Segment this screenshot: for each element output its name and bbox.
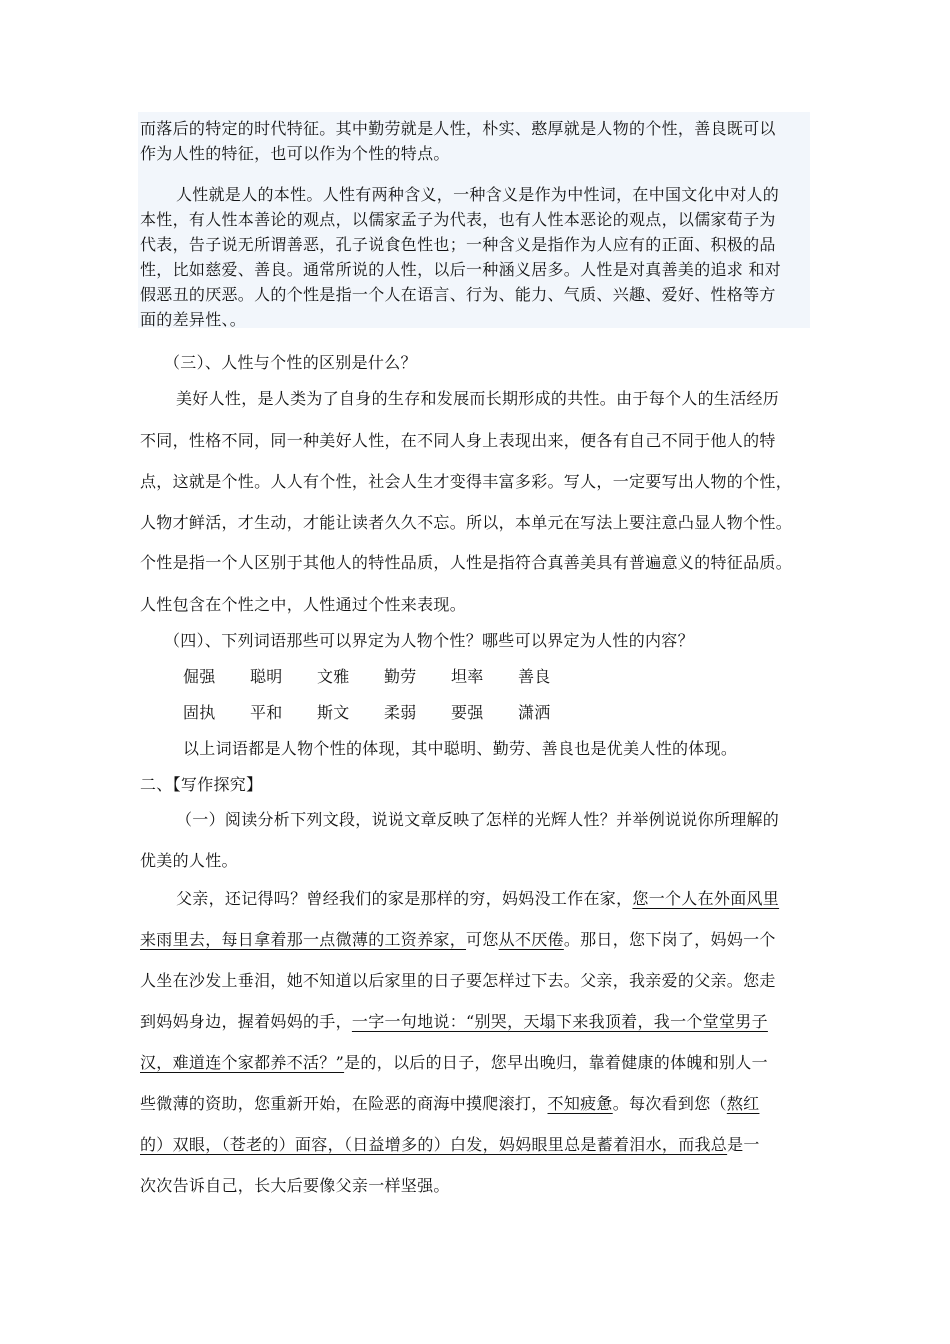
q3-line6: 人性包含在个性之中，人性通过个性来表现。 [140,595,467,614]
underlined-phrase: 从不厌倦 [498,930,564,949]
q4-word: 坦率 [451,667,484,686]
task-line2: 优美的人性。 [140,851,238,870]
passage-text: 父亲，还记得吗？曾经我们的家是那样的穷，妈妈没工作在家， [176,889,633,908]
q4-word: 斯文 [317,703,350,722]
q4-word-row-2 [183,700,585,723]
section2-heading: 二、【写作探究】 [140,775,263,794]
q4-word: 聪明 [250,667,283,686]
passage-text: 。每次看到您（ [612,1094,727,1113]
q4-answer: 以上词语都是人物个性的体现，其中聪明、勤劳、善良也是优美人性的体现。 [183,739,738,758]
box-paragraph1-line2: 作为人性的特征，也可以作为个性的特点。 [140,144,450,163]
q4-word: 潇洒 [518,703,551,722]
q4-word: 文雅 [317,667,350,686]
passage-line2 [140,927,776,950]
passage-line4 [140,1009,768,1032]
underlined-phrase: 不知疲惫 [547,1094,613,1113]
box-paragraph1-line1: 而落后的特定的时代特征。其中勤劳就是人性，朴实、憨厚就是人物的个性，善良既可以 [140,119,776,138]
q4-word-row-1 [183,664,585,687]
passage-line1 [176,886,779,909]
underlined-phrase: 您一个人在外面风里 [632,889,780,908]
q4-word: 善良 [518,667,551,686]
passage-line3: 人坐在沙发上垂泪，她不知道以后家里的日子要怎样过下去。父亲，我亲爱的父亲。您走 [140,971,776,990]
q3-line1: 美好人性，是人类为了自身的生存和发展而长期形成的共性。由于每个人的生活经历 [176,389,780,408]
passage-text: 。那日，您下岗了，妈妈一个 [563,930,776,949]
underlined-phrase: 熬红 [726,1094,760,1113]
underlined-phrase: 来雨里去，每日拿着那一点微薄的工资养家， [140,930,467,949]
q4-word: 柔弱 [384,703,417,722]
passage-text: 到妈妈身边，握着妈妈的手， [140,1012,352,1031]
q3-heading: （三）、人性与个性的区别是什么？ [164,353,417,372]
q4-word: 要强 [451,703,484,722]
q3-line3: 点，这就是个性。人人有个性，社会人生才变得丰富多彩。写人，一定要写出人物的个性， [140,472,793,491]
q4-word: 勤劳 [384,667,417,686]
task-line1: （一）阅读分析下列文段，说说文章反映了怎样的光辉人性？并举例说说你所理解的 [176,810,780,829]
passage-line6 [140,1091,759,1114]
box-paragraph2-line4: 性，比如慈爱、善良。通常所说的人性，以后一种涵义居多。人性是对真善美的追求 和对 [140,260,782,279]
q4-word: 平和 [250,703,283,722]
passage-text: 是的，以后的日子，您早出晚归，靠着健康的体魄和别人一 [344,1053,768,1072]
q3-line2: 不同，性格不同，同一种美好人性，在不同人身上表现出来，便各有自己不同于他人的特 [140,431,776,450]
passage-text: 些微薄的资助，您重新开始，在险恶的商海中摸爬滚打， [140,1094,548,1113]
box-paragraph2-line5: 假恶丑的厌恶。人的个性是指一个人在语言、行为、能力、气质、兴趣、爱好、性格等方 [140,285,776,304]
box-paragraph2-line2: 本性，有人性本善论的观点，以儒家孟子为代表，也有人性本恶论的观点，以儒家荀子为 [140,210,776,229]
passage-text: 可您 [466,930,499,949]
passage-line7 [140,1132,760,1155]
underlined-phrase: 的）双眼，（苍老的）面容，（日益增多的）白发，妈妈眼里总是蓄着泪水，而我总 [140,1135,728,1154]
q4-word: 固执 [183,703,216,722]
q3-line5: 个性是指一个人区别于其他人的特性品质，人性是指符合真善美具有普遍意义的特征品质。 [140,553,793,572]
underlined-phrase: 一字一句地说：“别哭，天塌下来我顶着，我一个堂堂男子 [351,1012,768,1031]
box-paragraph2-line1: 人性就是人的本性。人性有两种含义，一种含义是作为中性词，在中国文化中对人的 [176,185,780,204]
passage-text: 是一 [727,1135,760,1154]
q4-word: 倔强 [183,667,216,686]
box-paragraph2-line6: 面的差异性、。 [140,310,247,329]
passage-line5 [140,1050,768,1073]
q3-line4: 人物才鲜活，才生动，才能让读者久久不忘。所以，本单元在写法上要注意凸显人物个性。 [140,513,793,532]
underlined-phrase: 汉，难道连个家都养不活？” [140,1053,345,1072]
q4-heading: （四）、下列词语那些可以界定为人物个性？哪些可以界定为人性的内容？ [164,631,694,650]
box-paragraph2-line3: 代表，告子说无所谓善恶，孔子说食色性也；一种含义是指作为人应有的正面、积极的品 [140,235,776,254]
passage-line8: 次次告诉自己，长大后要像父亲一样坚强。 [140,1176,450,1195]
